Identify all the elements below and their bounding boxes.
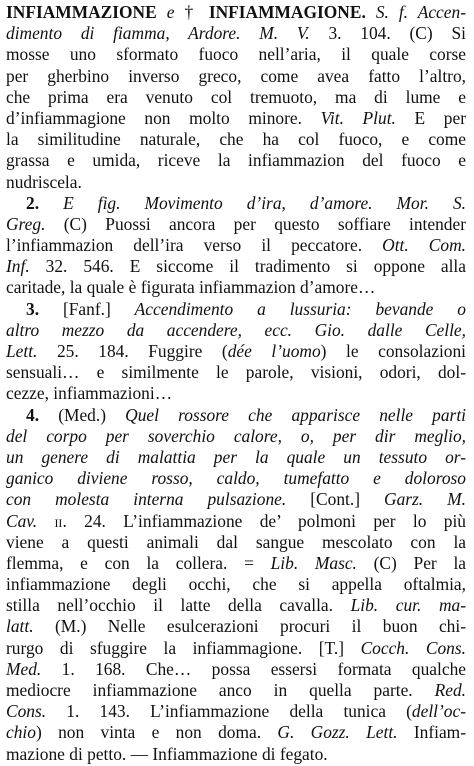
text-run: grassa e umida, riceve la infiammazion del fuoco e xyxy=(6,150,466,171)
entry-line xyxy=(6,320,466,341)
italic-text: del corpo per soverchio calore, o, per dir meglio, xyxy=(6,425,466,446)
entry-line xyxy=(6,193,466,214)
italic-text: dell’oc- xyxy=(411,701,466,722)
text-run: mediocre infiammazione anco in quella parte. xyxy=(6,680,435,700)
entry-line xyxy=(6,638,466,659)
italic-text: Ott. Com. xyxy=(382,235,466,256)
text-run: 1. 168. Che… possa essersi formata qualche xyxy=(41,658,466,679)
entry-line xyxy=(6,2,466,23)
italic-text: dée l’uomo xyxy=(227,341,321,361)
entry-line xyxy=(6,383,466,404)
entry-line xyxy=(6,214,466,235)
italic-text: latt. xyxy=(6,616,34,637)
italic-text: Cav. xyxy=(6,510,38,531)
sense-number: INFIAMMAGIONE. xyxy=(208,2,366,22)
italic-text: altro mezzo da accendere, ecc. Gio. dalle Celle, xyxy=(6,319,466,340)
entry-line xyxy=(6,511,466,532)
text-run xyxy=(157,2,167,22)
text-run: 32. 546. E siccome il tradimento si oppone alla xyxy=(29,256,466,277)
italic-text: Inf. xyxy=(6,256,30,277)
sense-number: 2. xyxy=(26,192,64,213)
entry-line xyxy=(6,722,466,743)
text-run: sensuali… e similmente le parole, visioni, odori, dol- xyxy=(6,362,466,383)
entry-line xyxy=(6,595,466,616)
text-run: Infiam- xyxy=(397,722,466,743)
italic-text: Quel rossore che apparisce nelle parti xyxy=(125,404,466,425)
italic-text: dimento di fiamma, Ardore. M. V. xyxy=(6,23,310,44)
entry-line xyxy=(6,468,466,489)
italic-text: Med. xyxy=(6,658,42,679)
italic-text: chio xyxy=(6,722,36,743)
entry-line xyxy=(6,341,466,362)
text-run: (M.) Nelle esulcerazioni procuri il buon chi- xyxy=(33,616,466,637)
text-run: ii xyxy=(54,510,63,531)
italic-text: E fig. Movimento d’ira, d’amore. Mor. S. xyxy=(63,192,466,213)
entry-line xyxy=(6,659,466,680)
entry-line xyxy=(6,299,466,320)
text-run xyxy=(366,2,376,22)
entry-line xyxy=(6,150,466,171)
entry-line xyxy=(6,87,466,108)
text-run: caritade, la quale è figurata infiammazion d’amore… xyxy=(6,277,376,298)
sense-number: 3. xyxy=(26,298,63,319)
entry-line xyxy=(6,447,466,468)
text-run: [Fanf.] xyxy=(62,298,135,319)
text-run: [Cont.] xyxy=(286,489,385,510)
text-run: rurgo di sfuggire la infiammagione. [T.] xyxy=(6,637,361,658)
entry-line xyxy=(6,23,466,44)
text-run: (Med.) xyxy=(58,404,126,425)
entry-line xyxy=(6,405,466,426)
text-run: l’infiammazion dell’ira verso il peccatore. xyxy=(6,235,383,256)
text-run: ) non vinta e non doma. xyxy=(35,722,278,743)
entry-line xyxy=(6,489,466,510)
entry-line xyxy=(6,532,466,553)
entry-line xyxy=(6,553,466,574)
sense-number: INFIAMMAZIONE xyxy=(6,2,157,22)
italic-text: S. f. Accen- xyxy=(375,2,466,22)
entry-line xyxy=(6,108,466,129)
text-run: ) le consolazioni xyxy=(320,341,466,361)
entry-line xyxy=(6,744,466,765)
italic-text: Cocch. Cons. xyxy=(360,637,466,658)
italic-text: Greg. xyxy=(6,213,46,234)
entry-line xyxy=(6,256,466,277)
entry-line xyxy=(6,277,466,298)
entry-line xyxy=(6,701,466,722)
text-run: infiammazione degli occhi, che si appella oftalmia, xyxy=(6,574,466,595)
text-run: E per xyxy=(395,107,466,128)
entry-line xyxy=(6,44,466,65)
entry-line xyxy=(6,574,466,595)
italic-text: Lib. cur. ma- xyxy=(350,595,466,616)
text-run: (C) Per la xyxy=(356,552,466,573)
italic-text: Garz. M. xyxy=(384,489,466,510)
entry-line xyxy=(6,680,466,701)
entry-line xyxy=(6,616,466,637)
text-run xyxy=(37,511,54,531)
text-run: mazione di petto. — Infiammazione di fegato. xyxy=(6,743,328,764)
italic-text: Lett. xyxy=(6,341,38,361)
text-run: (C) Puossi ancora per questo soffiare intender xyxy=(45,213,466,234)
sense-number: 4. xyxy=(26,404,59,425)
text-run: stilla nell’occhio il latte della cavalla. xyxy=(6,595,351,616)
italic-text: e xyxy=(166,2,175,22)
entry-line xyxy=(6,426,466,447)
entry-line xyxy=(6,362,466,383)
italic-text: un genere di malattia per la quale un tessuto or- xyxy=(6,446,466,467)
text-run: per gherbino inverso greco, come avea fatto l’altro, xyxy=(6,65,466,86)
text-run: nudriscela. xyxy=(6,171,82,192)
text-run: . 24. L’infiammazione de’ polmoni per lo più xyxy=(62,510,466,531)
text-run: flemma, e con la collera. = xyxy=(6,552,271,573)
text-run: 1. 143. L’infiammazione della tunica ( xyxy=(46,701,412,722)
italic-text: ganico diviene rosso, caldo, tumefatto e doloroso xyxy=(6,468,466,489)
italic-text: Accendimento a lussuria: bevande o xyxy=(134,298,466,319)
italic-text: Cons. xyxy=(6,701,47,722)
text-run: cezze, infiammazioni… xyxy=(6,383,173,404)
text-run: la similitudine naturale, che ha col fuoco, e come xyxy=(6,129,466,150)
italic-text: G. Gozz. Lett. xyxy=(277,722,398,743)
text-run: 25. 184. Fuggire ( xyxy=(37,341,228,361)
entry-line xyxy=(6,129,466,150)
text-run: 3. 104. (C) Si xyxy=(309,23,466,44)
dictionary-entry-infiammazione xyxy=(6,2,466,765)
text-run: † xyxy=(174,2,209,22)
italic-text: Vit. Plut. xyxy=(320,107,396,128)
text-run: d’infiammagione non molto minore. xyxy=(6,107,321,128)
italic-text: Red. xyxy=(434,680,466,700)
text-run: viene a questi animali dal sangue mescolato con la xyxy=(6,531,466,552)
entry-line xyxy=(6,235,466,256)
italic-text: Lib. Masc. xyxy=(270,552,357,573)
italic-text: con molesta interna pulsazione. xyxy=(6,489,287,510)
text-run: mosse uno sformato fuoco nell’aria, il quale corse xyxy=(6,44,466,65)
text-run: che prima era venuto col tremuoto, ma di lume e xyxy=(6,86,466,107)
entry-line xyxy=(6,66,466,87)
entry-line xyxy=(6,172,466,193)
